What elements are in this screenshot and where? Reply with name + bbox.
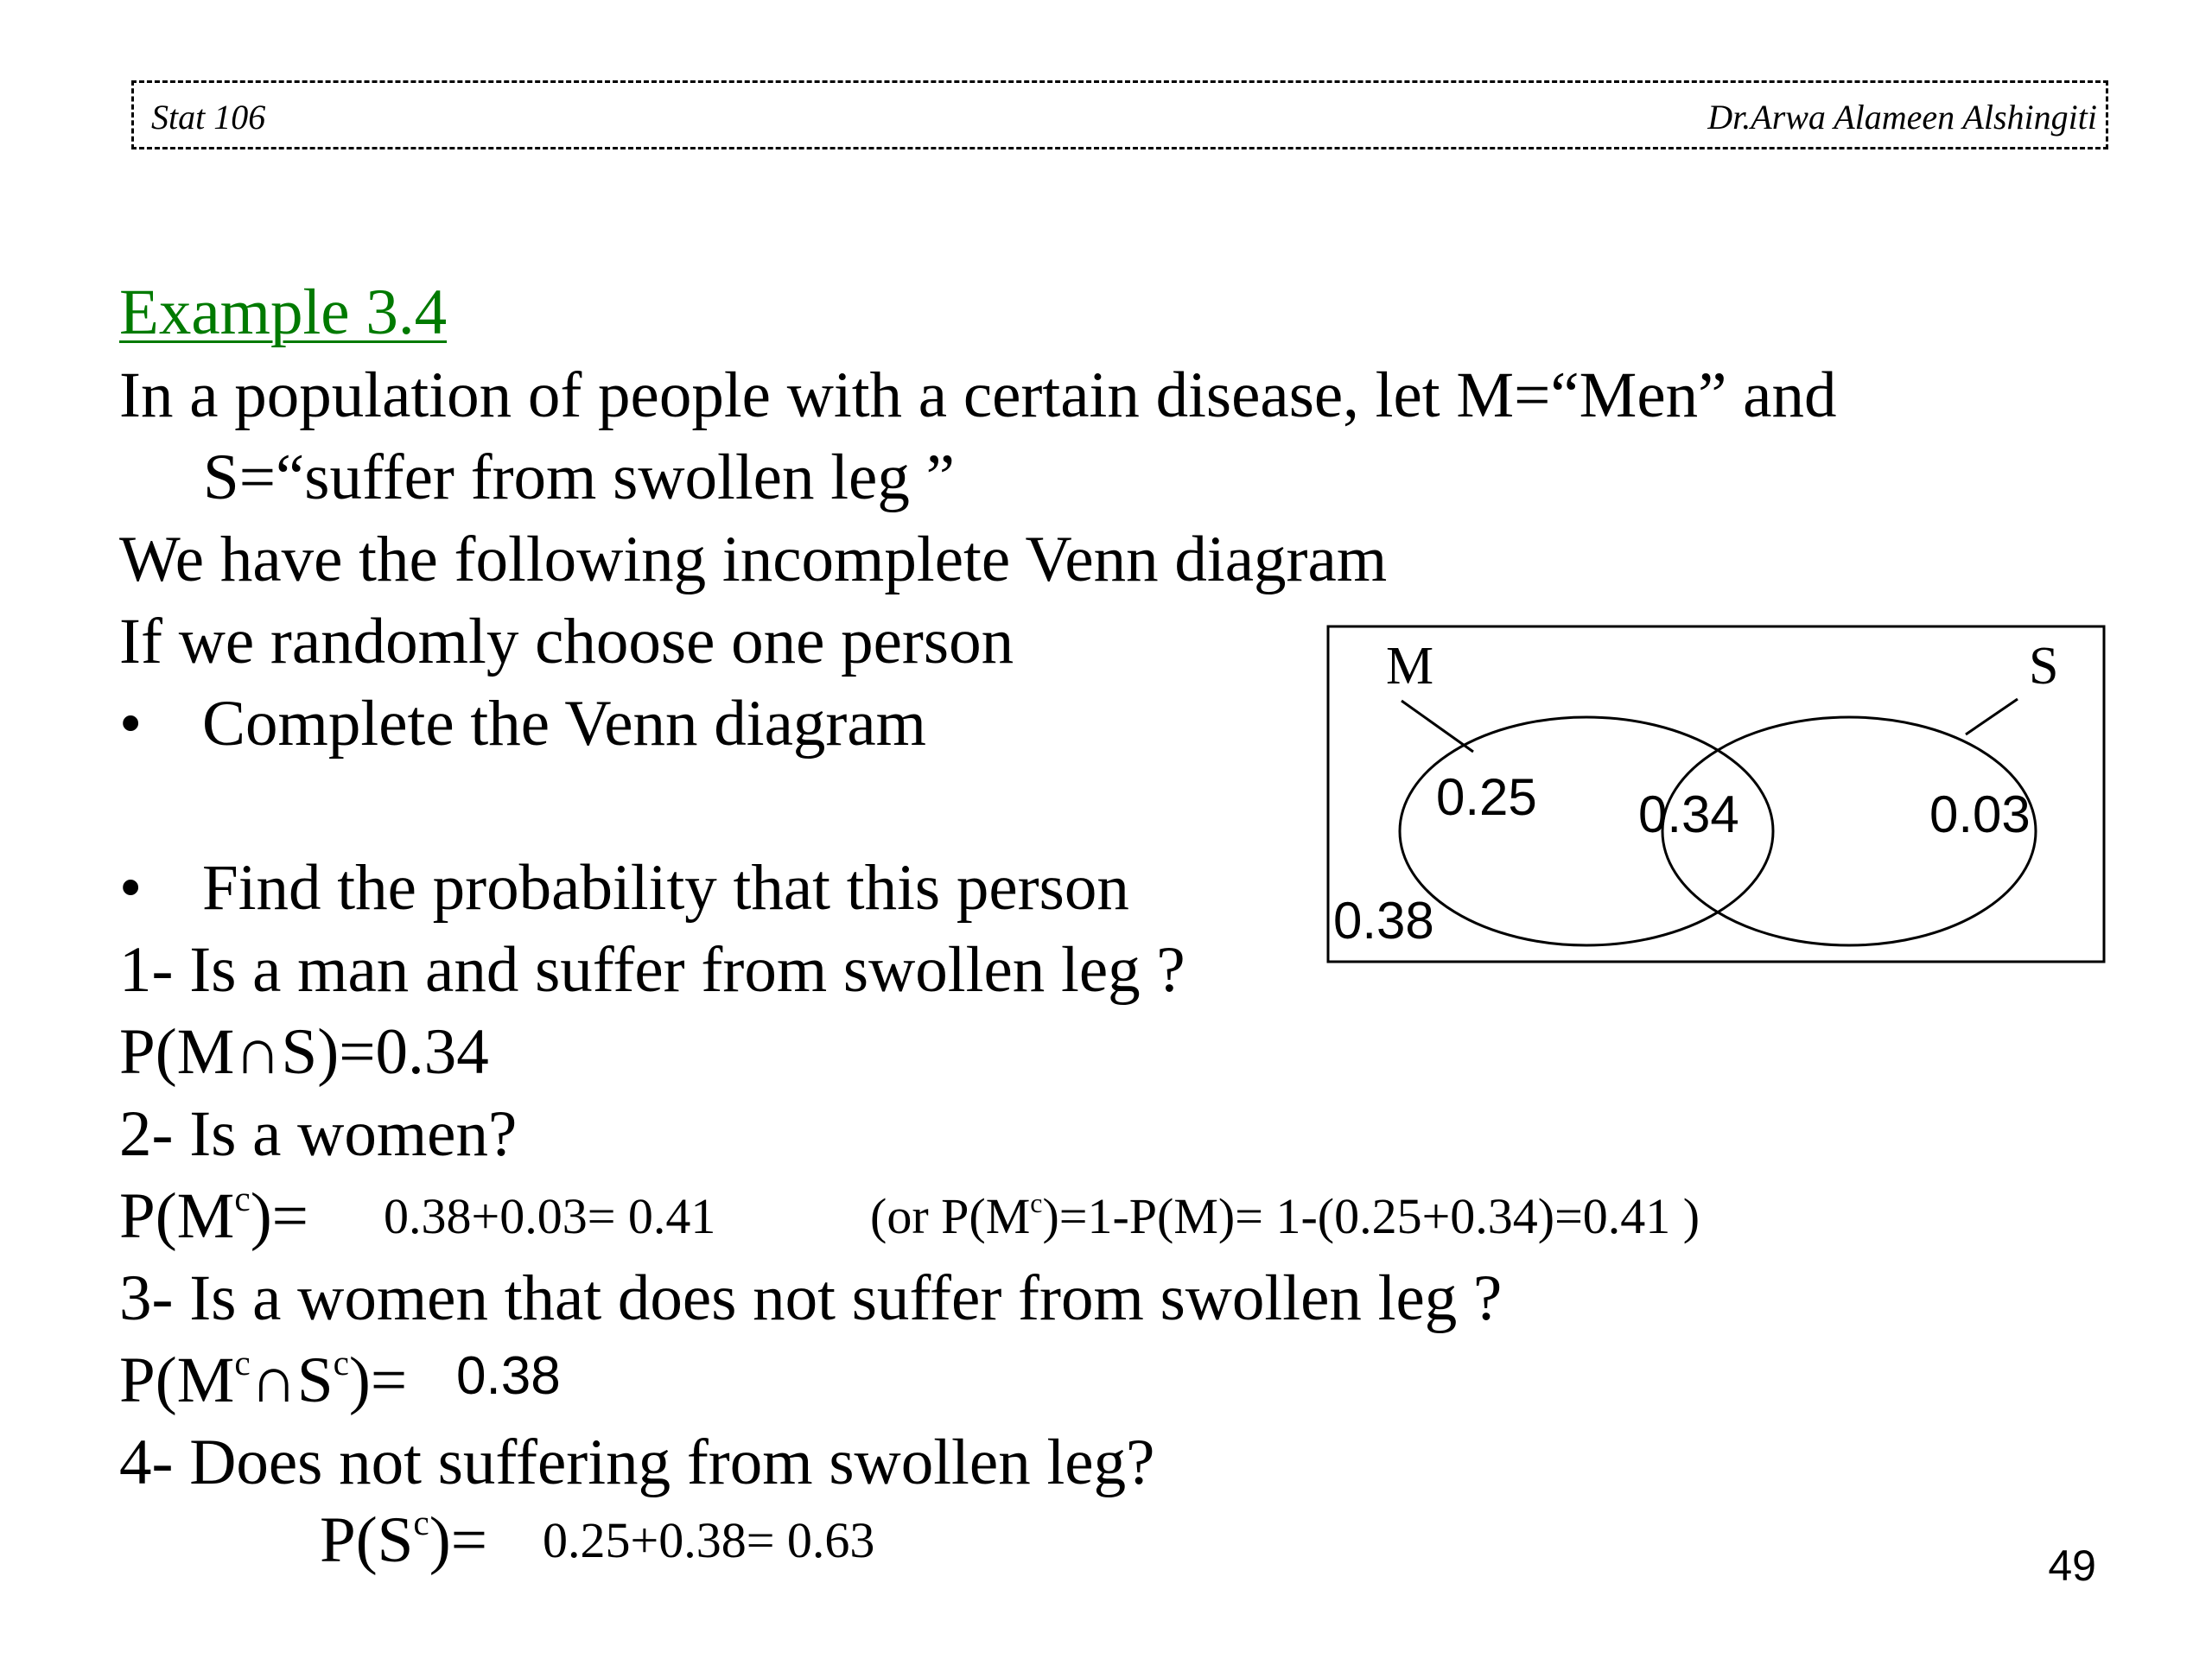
question-2: 2- Is a women? <box>119 1098 518 1170</box>
venn-m-label-line <box>1402 701 1473 752</box>
bullet-text: Complete the Venn diagram <box>202 688 927 760</box>
answer-2: $P(M^c)=$ <box>119 1179 308 1252</box>
venn-universe-box <box>1328 626 2104 962</box>
venn-set-s <box>1662 717 2036 945</box>
venn-label-s: S <box>2029 637 2059 696</box>
intro-line-3: We have the following incomplete Venn diagram <box>119 524 1388 595</box>
answer-3-value: 0.38 <box>456 1346 561 1406</box>
question-4: 4- Does not suffering from swollen leg? <box>119 1427 1155 1498</box>
question-1: 1- Is a man and suffer from swollen leg ? <box>119 934 1185 1006</box>
answer-2-work: 0.38+0.03= 0.41 <box>384 1188 716 1244</box>
venn-value-intersection: 0.34 <box>1638 785 1739 843</box>
venn-value-m-only: 0.25 <box>1436 768 1537 826</box>
bullet-marker: • <box>119 852 143 924</box>
venn-value-s-only: 0.03 <box>1929 785 2031 843</box>
example-title: Example 3.4 <box>119 276 448 348</box>
answer-4: $P(S^c)=$ <box>320 1503 487 1576</box>
venn-set-m <box>1400 717 1773 945</box>
bullet-item <box>119 849 1129 927</box>
venn-s-label-line <box>1966 699 2018 734</box>
answer-4-work: 0.25+0.38= 0.63 <box>543 1512 875 1568</box>
venn-label-m: M <box>1386 637 1434 696</box>
intro-line-2: S=“suffer from swollen leg ” <box>203 442 955 513</box>
bullet-text: Find the probability that this person <box>202 852 1129 924</box>
question-3: 3- Is a women that does not suffer from swollen leg ? <box>119 1262 1503 1334</box>
intro-line-4: If we randomly choose one person <box>119 606 1014 677</box>
page-number: 49 <box>2048 1541 2096 1590</box>
answer-1: P(M∩S)=0.34 <box>119 1016 489 1088</box>
answer-2-alternative: (or $P(M^c)=1-P(M)= 1-(0.25+0.34)=0.41$ ) <box>870 1188 1700 1244</box>
bullet-item <box>119 685 926 763</box>
intro-line-1: In a population of people with a certain disease, let M=“Men” and <box>119 359 1837 431</box>
venn-value-neither: 0.38 <box>1333 892 1434 950</box>
bullet-marker: • <box>119 688 143 760</box>
course-name: Stat 106 <box>151 98 266 137</box>
author-name: Dr.Arwa Alameen Alshingiti <box>1707 98 2097 137</box>
answer-3: $P(M^c\cap S^c)=$ <box>119 1343 408 1416</box>
